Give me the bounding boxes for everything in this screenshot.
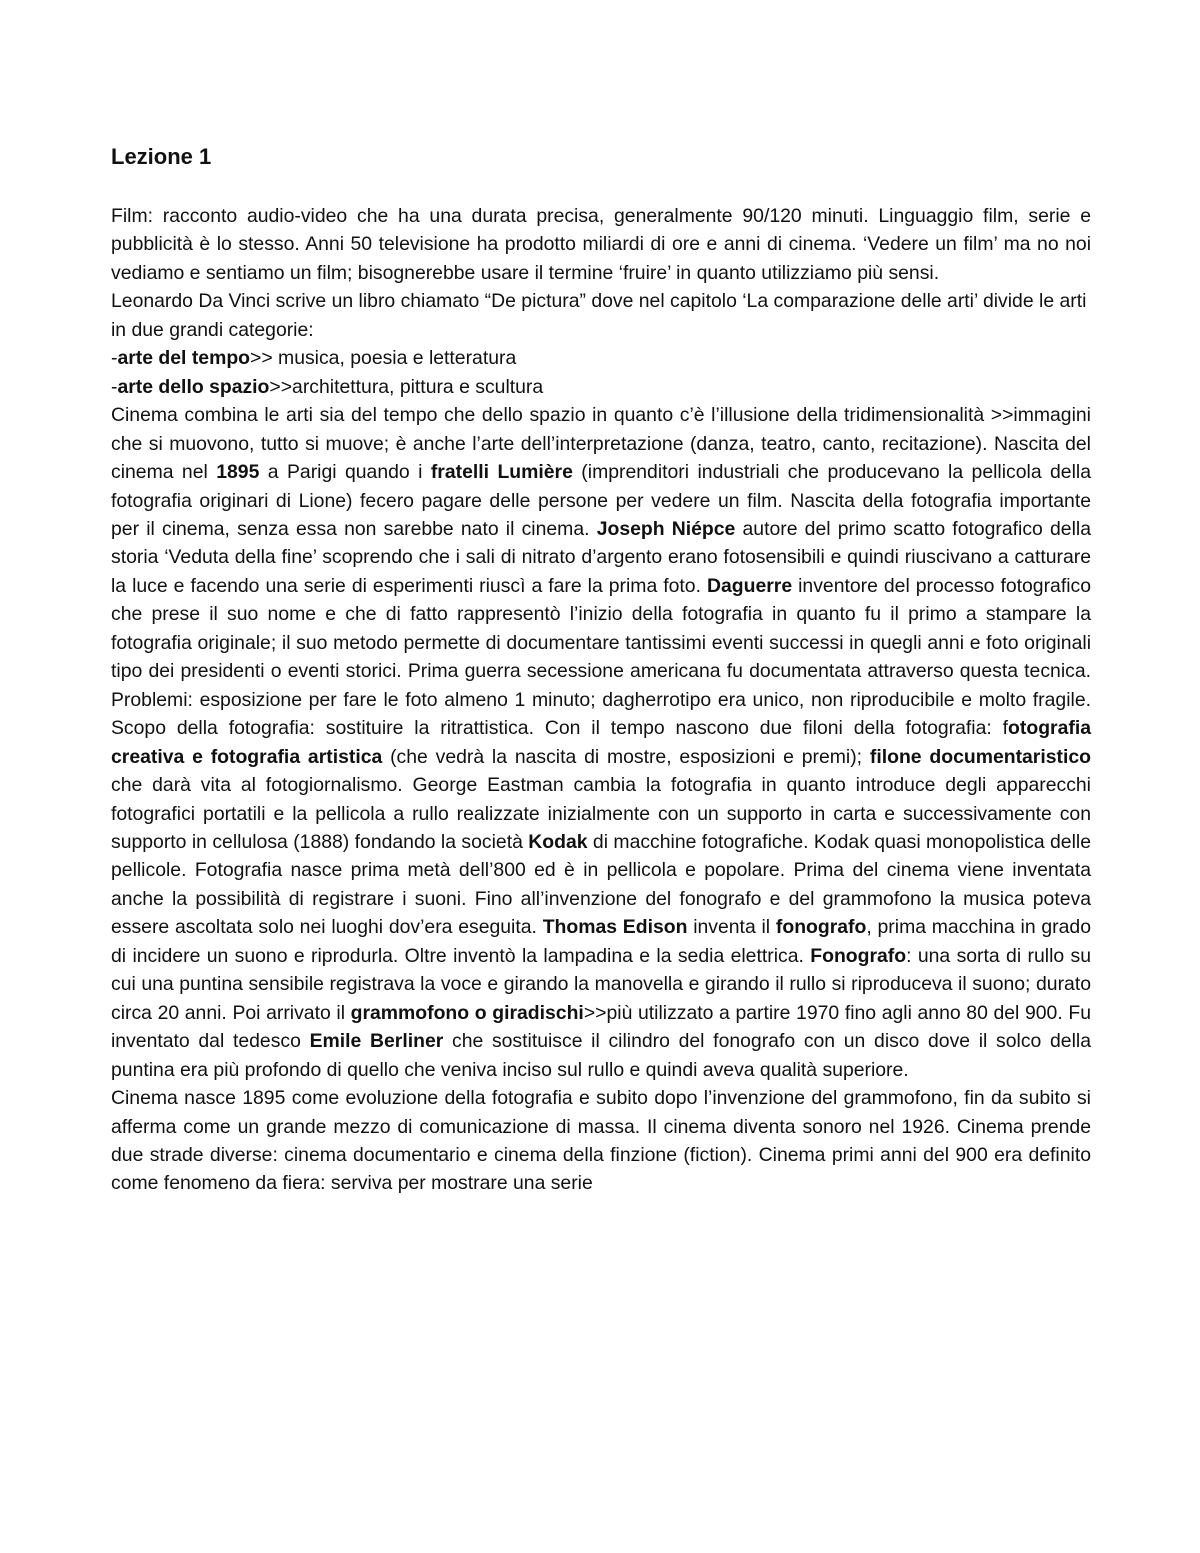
bold-text: Emile Berliner — [309, 1030, 444, 1053]
bold-text: grammofono o giradischi — [350, 1001, 584, 1024]
text-run: che darà vita al fotogiornalismo. George Eastman cambia la fotografia in quanto introduce degli apparecchi fotografici portatili e la pellicola a rullo realizzate inizialmente con un supporto in carta e successivamente con supporto in cellulosa (1888) fondando la società — [111, 774, 1091, 853]
text-run: di macchine fotografiche. Kodak quasi monopolistica delle pellicole. Fotografia nasce prima metà dell’800 ed è in pellicola e popolare. Prima del cinema viene inventata anche la possibilità di registrare i suoni. Fino all’invenzione del fonografo e del grammofono la musica poteva essere ascoltata solo nei luoghi dov’era eseguita. — [111, 830, 1091, 939]
text-run: a Parigi quando i — [259, 461, 431, 484]
paragraph — [111, 373, 1091, 401]
paragraph — [111, 287, 1091, 344]
text-run: : una sorta di rullo su cui una puntina sensibile registrava la voce e girando la manovella e girando il rullo si riproduceva il suono; durato circa 20 anni. Poi arrivato il — [111, 944, 1092, 1024]
bold-text: arte dello spazio — [117, 375, 270, 398]
text-run: inventa il — [687, 916, 776, 939]
paragraph — [111, 202, 1091, 287]
lesson-title: Lezione 1 — [111, 144, 212, 169]
bold-text: fratelli Lumière — [430, 461, 573, 484]
paragraph — [111, 344, 1091, 372]
text-run: , prima macchina in grado di incidere un suono e riprodurla. Oltre inventò la lampadina e la sedia elettrica. — [111, 916, 1091, 967]
text-run: (imprenditori industriali che producevano la pellicola della fotografia originari di Lione) fecero pagare delle persone per vedere un film. Nascita della fotografia importante per il cinema, senza essa non sarebbe nato il cinema. — [111, 461, 1091, 540]
bold-text: otografia creativa e fotografia artistica — [111, 717, 1091, 768]
text-run: Film: racconto audio-video che ha una durata precisa, generalmente 90/120 minuti. Linguaggio film, serie e pubblicità è lo stesso. Anni 50 televisione ha prodotto miliardi di ore e anni di cinema. ‘Vedere un film’ ma no noi vediamo e sentiamo un film; bisognerebbe usare il termine ‘fruire’ in quanto utilizziamo più sensi. — [111, 205, 1091, 284]
text-run: Cinema nasce 1895 come evoluzione della fotografia e subito dopo l’invenzione del grammofono, fin da subito si afferma come un grande mezzo di comunicazione di massa. Il cinema diventa sonoro nel 1926. Cinema prende due strade diverse: cinema documentario e cinema della finzione (fiction). Cinema primi anni del 900 era definito come fenomeno da fiera: serviva per mostrare una serie — [111, 1087, 1091, 1195]
paragraph — [111, 1084, 1091, 1198]
text-run: Cinema combina le arti sia del tempo che dello spazio in quanto c’è l’illusione della tridimensionalità >>immagini che si muovono, tutto si muove; è anche l’arte dell’interpretazione (danza, teatro, canto, recitazione). Nascita del cinema nel — [111, 404, 1091, 484]
text-run: >>architettura, pittura e scultura — [269, 375, 544, 398]
text-run: Leonardo Da Vinci scrive un libro chiamato “De pictura” dove nel capitolo ‘La comparazione delle arti’ divide le arti in due grandi categorie: — [111, 290, 1087, 341]
text-run: che sostituisce il cilindro del fonografo con un disco dove il solco della puntina era più profondo di quello che veniva inciso sul rullo e quindi aveva qualità superiore. — [111, 1030, 1091, 1081]
document-page — [111, 142, 1091, 1198]
text-run: >> musica, poesia e letteratura — [250, 347, 517, 370]
bold-text: Fonografo — [810, 944, 907, 967]
text-run: - — [111, 375, 118, 398]
lesson-body — [111, 202, 1091, 1198]
text-run: (che vedrà la nascita di mostre, esposizioni e premi); — [382, 745, 870, 768]
bold-text: 1895 — [216, 461, 260, 484]
bold-text: filone documentaristico — [869, 745, 1092, 768]
text-run: >>più utilizzato a partire 1970 fino agli anno 80 del 900. Fu inventato dal tedesco — [111, 1001, 1091, 1053]
bold-text: Thomas Edison — [542, 916, 688, 939]
bold-text: fonografo — [775, 916, 867, 939]
bold-text: Daguerre — [706, 574, 793, 597]
text-run: - — [111, 347, 118, 370]
text-run: autore del primo scatto fotografico della storia ‘Veduta della fine’ scoprendo che i sali di nitrato d’argento erano fotosensibili e quindi riuscivano a catturare la luce e facendo una serie di esperimenti riuscì a fare la prima foto. — [111, 517, 1091, 597]
text-run: inventore del processo fotografico che prese il suo nome e che di fatto rappresentò l’inizio della fotografia in quanto fu il primo a stampare la fotografia originale; il suo metodo permette di documentare tantissimi eventi successi in quegli anni e foto originali tipo dei presidenti o eventi storici. Prima guerra secessione americana fu documentata attraverso questa tecnica. Problemi: esposizione per fare le foto almeno 1 minuto; dagherrotipo era unico, non riproducibile e molto fragile. Scopo della fotografia: sostituire la ritrattistica. Con il tempo nascono due filoni della fotografia: f — [111, 574, 1091, 740]
bold-text: Joseph Niépce — [596, 517, 736, 540]
paragraph — [111, 401, 1091, 1084]
bold-text: Kodak — [528, 830, 588, 853]
bold-text: arte del tempo — [117, 347, 251, 370]
